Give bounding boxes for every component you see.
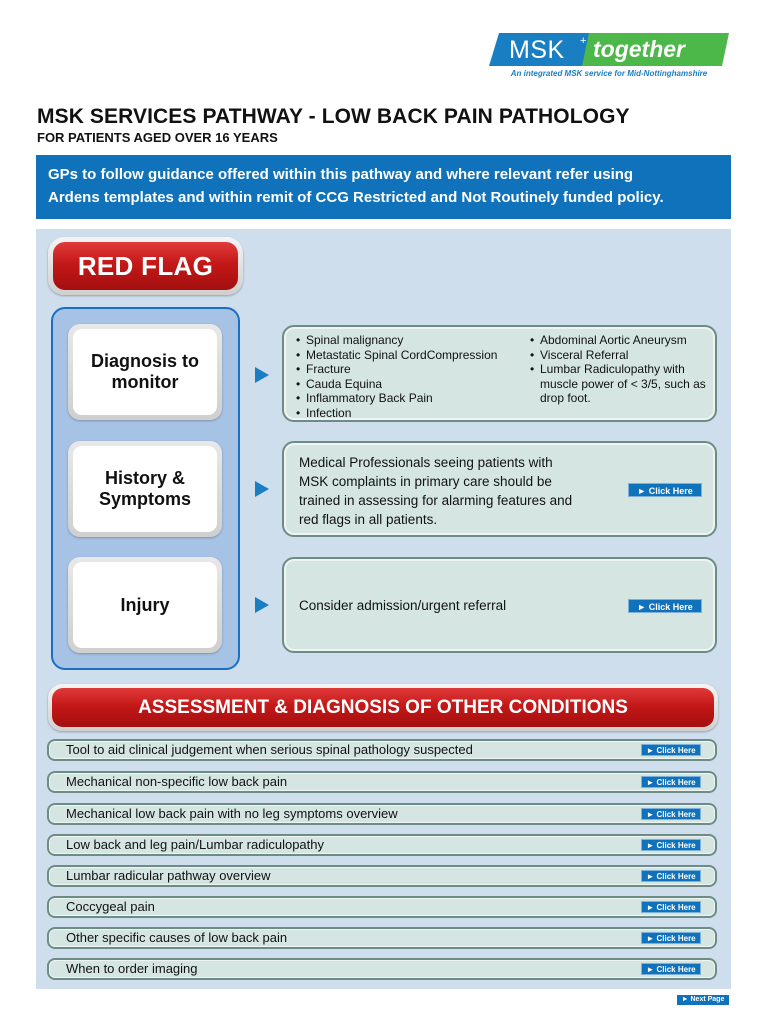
conditions-list-left <box>296 333 528 421</box>
list-item: • Visceral Referral <box>530 348 706 363</box>
banner-line-1: GPs to follow guidance offered within this pathway and where relevant refer using <box>48 166 634 183</box>
logo-tagline: An integrated MSK service for Mid-Nottinghamshire <box>510 69 708 78</box>
label-history-symptoms <box>68 441 222 537</box>
list-item: • Infection <box>296 406 528 421</box>
injury-box <box>282 557 717 653</box>
gp-guidance-banner <box>36 155 731 219</box>
assessment-row <box>47 958 717 980</box>
assessment-header <box>48 684 718 731</box>
click-here-button[interactable]: ► Click Here <box>641 808 701 820</box>
list-item: • Lumbar Radiculopathy with muscle power of < 3/5, such as drop foot. <box>530 362 706 406</box>
text-line: trained in assessing for alarming features and <box>299 493 573 508</box>
click-here-button[interactable]: ► Click Here <box>641 932 701 944</box>
click-here-button[interactable]: ► Click Here <box>641 839 701 851</box>
logo-together-text: together <box>593 36 685 62</box>
row-label: Low back and leg pain/Lumbar radiculopathy <box>66 837 325 852</box>
red-flag-heading: RED FLAG <box>53 242 238 290</box>
row-label: Lumbar radicular pathway overview <box>66 868 271 883</box>
list-item: • Cauda Equina <box>296 377 528 392</box>
label-line: monitor <box>111 372 179 392</box>
row-label: Tool to aid clinical judgement when serious spinal pathology suspected <box>66 742 473 757</box>
list-item: • Metastatic Spinal CordCompression <box>296 348 528 363</box>
assessment-row <box>47 739 717 761</box>
banner-line-2: Ardens templates and within remit of CCG Restricted and Not Routinely funded policy. <box>48 189 664 206</box>
page-title: MSK SERVICES PATHWAY - LOW BACK PAIN PATHOLOGY <box>37 105 630 128</box>
assessment-row <box>47 834 717 856</box>
arrow-right-icon <box>255 481 269 497</box>
row-label: Mechanical non-specific low back pain <box>66 774 288 789</box>
text-line: Medical Professionals seeing patients with <box>299 455 553 470</box>
click-here-button[interactable]: ► Click Here <box>641 963 701 975</box>
arrow-right-icon <box>255 367 269 383</box>
logo-bar <box>489 33 729 66</box>
row-label: Mechanical low back pain with no leg symptoms overview <box>66 806 398 821</box>
click-here-button[interactable]: ► Click Here <box>641 901 701 913</box>
label-injury <box>68 557 222 653</box>
row-label: Other specific causes of low back pain <box>66 930 288 945</box>
text-line: MSK complaints in primary care should be <box>299 474 552 489</box>
assessment-row <box>47 896 717 918</box>
history-symptoms-box <box>282 441 717 537</box>
assessment-row <box>47 771 717 793</box>
click-here-button[interactable]: ► Click Here <box>641 776 701 788</box>
click-here-button[interactable]: ► Click Here <box>641 744 701 756</box>
injury-click-here-button[interactable]: ► Click Here <box>628 599 702 613</box>
assessment-row <box>47 865 717 887</box>
label-line: Diagnosis to <box>90 351 199 371</box>
arrow-right-icon <box>255 597 269 613</box>
page-subtitle: FOR PATIENTS AGED OVER 16 YEARS <box>37 130 278 145</box>
label-line: History & <box>104 468 185 488</box>
label-diagnosis-to-monitor <box>68 324 222 420</box>
label-line: Symptoms <box>98 489 192 509</box>
history-symptoms-text <box>299 453 619 529</box>
row-label: When to order imaging <box>66 961 198 976</box>
assessment-heading: ASSESSMENT & DIAGNOSIS OF OTHER CONDITIONS <box>52 688 714 727</box>
injury-text: Consider admission/urgent referral <box>299 598 507 613</box>
conditions-list-right <box>530 333 706 406</box>
red-flag-header <box>48 237 243 295</box>
row-label: Coccygeal pain <box>66 899 155 914</box>
assessment-row <box>47 927 717 949</box>
msk-together-logo <box>489 33 729 83</box>
text-line: red flags in all patients. <box>299 512 438 527</box>
assessment-row <box>47 803 717 825</box>
logo-msk-text: MSK <box>509 36 565 64</box>
diagnosis-conditions-box <box>282 325 717 422</box>
logo-plus: + <box>580 35 587 47</box>
next-page-button[interactable]: ► Next Page <box>677 995 729 1005</box>
label-line: Injury <box>73 562 217 648</box>
history-click-here-button[interactable]: ► Click Here <box>628 483 702 497</box>
list-item: • Inflammatory Back Pain <box>296 391 528 406</box>
list-item: • Abdominal Aortic Aneurysm <box>530 333 706 348</box>
list-item: • Fracture <box>296 362 528 377</box>
list-item: • Spinal malignancy <box>296 333 528 348</box>
click-here-button[interactable]: ► Click Here <box>641 870 701 882</box>
